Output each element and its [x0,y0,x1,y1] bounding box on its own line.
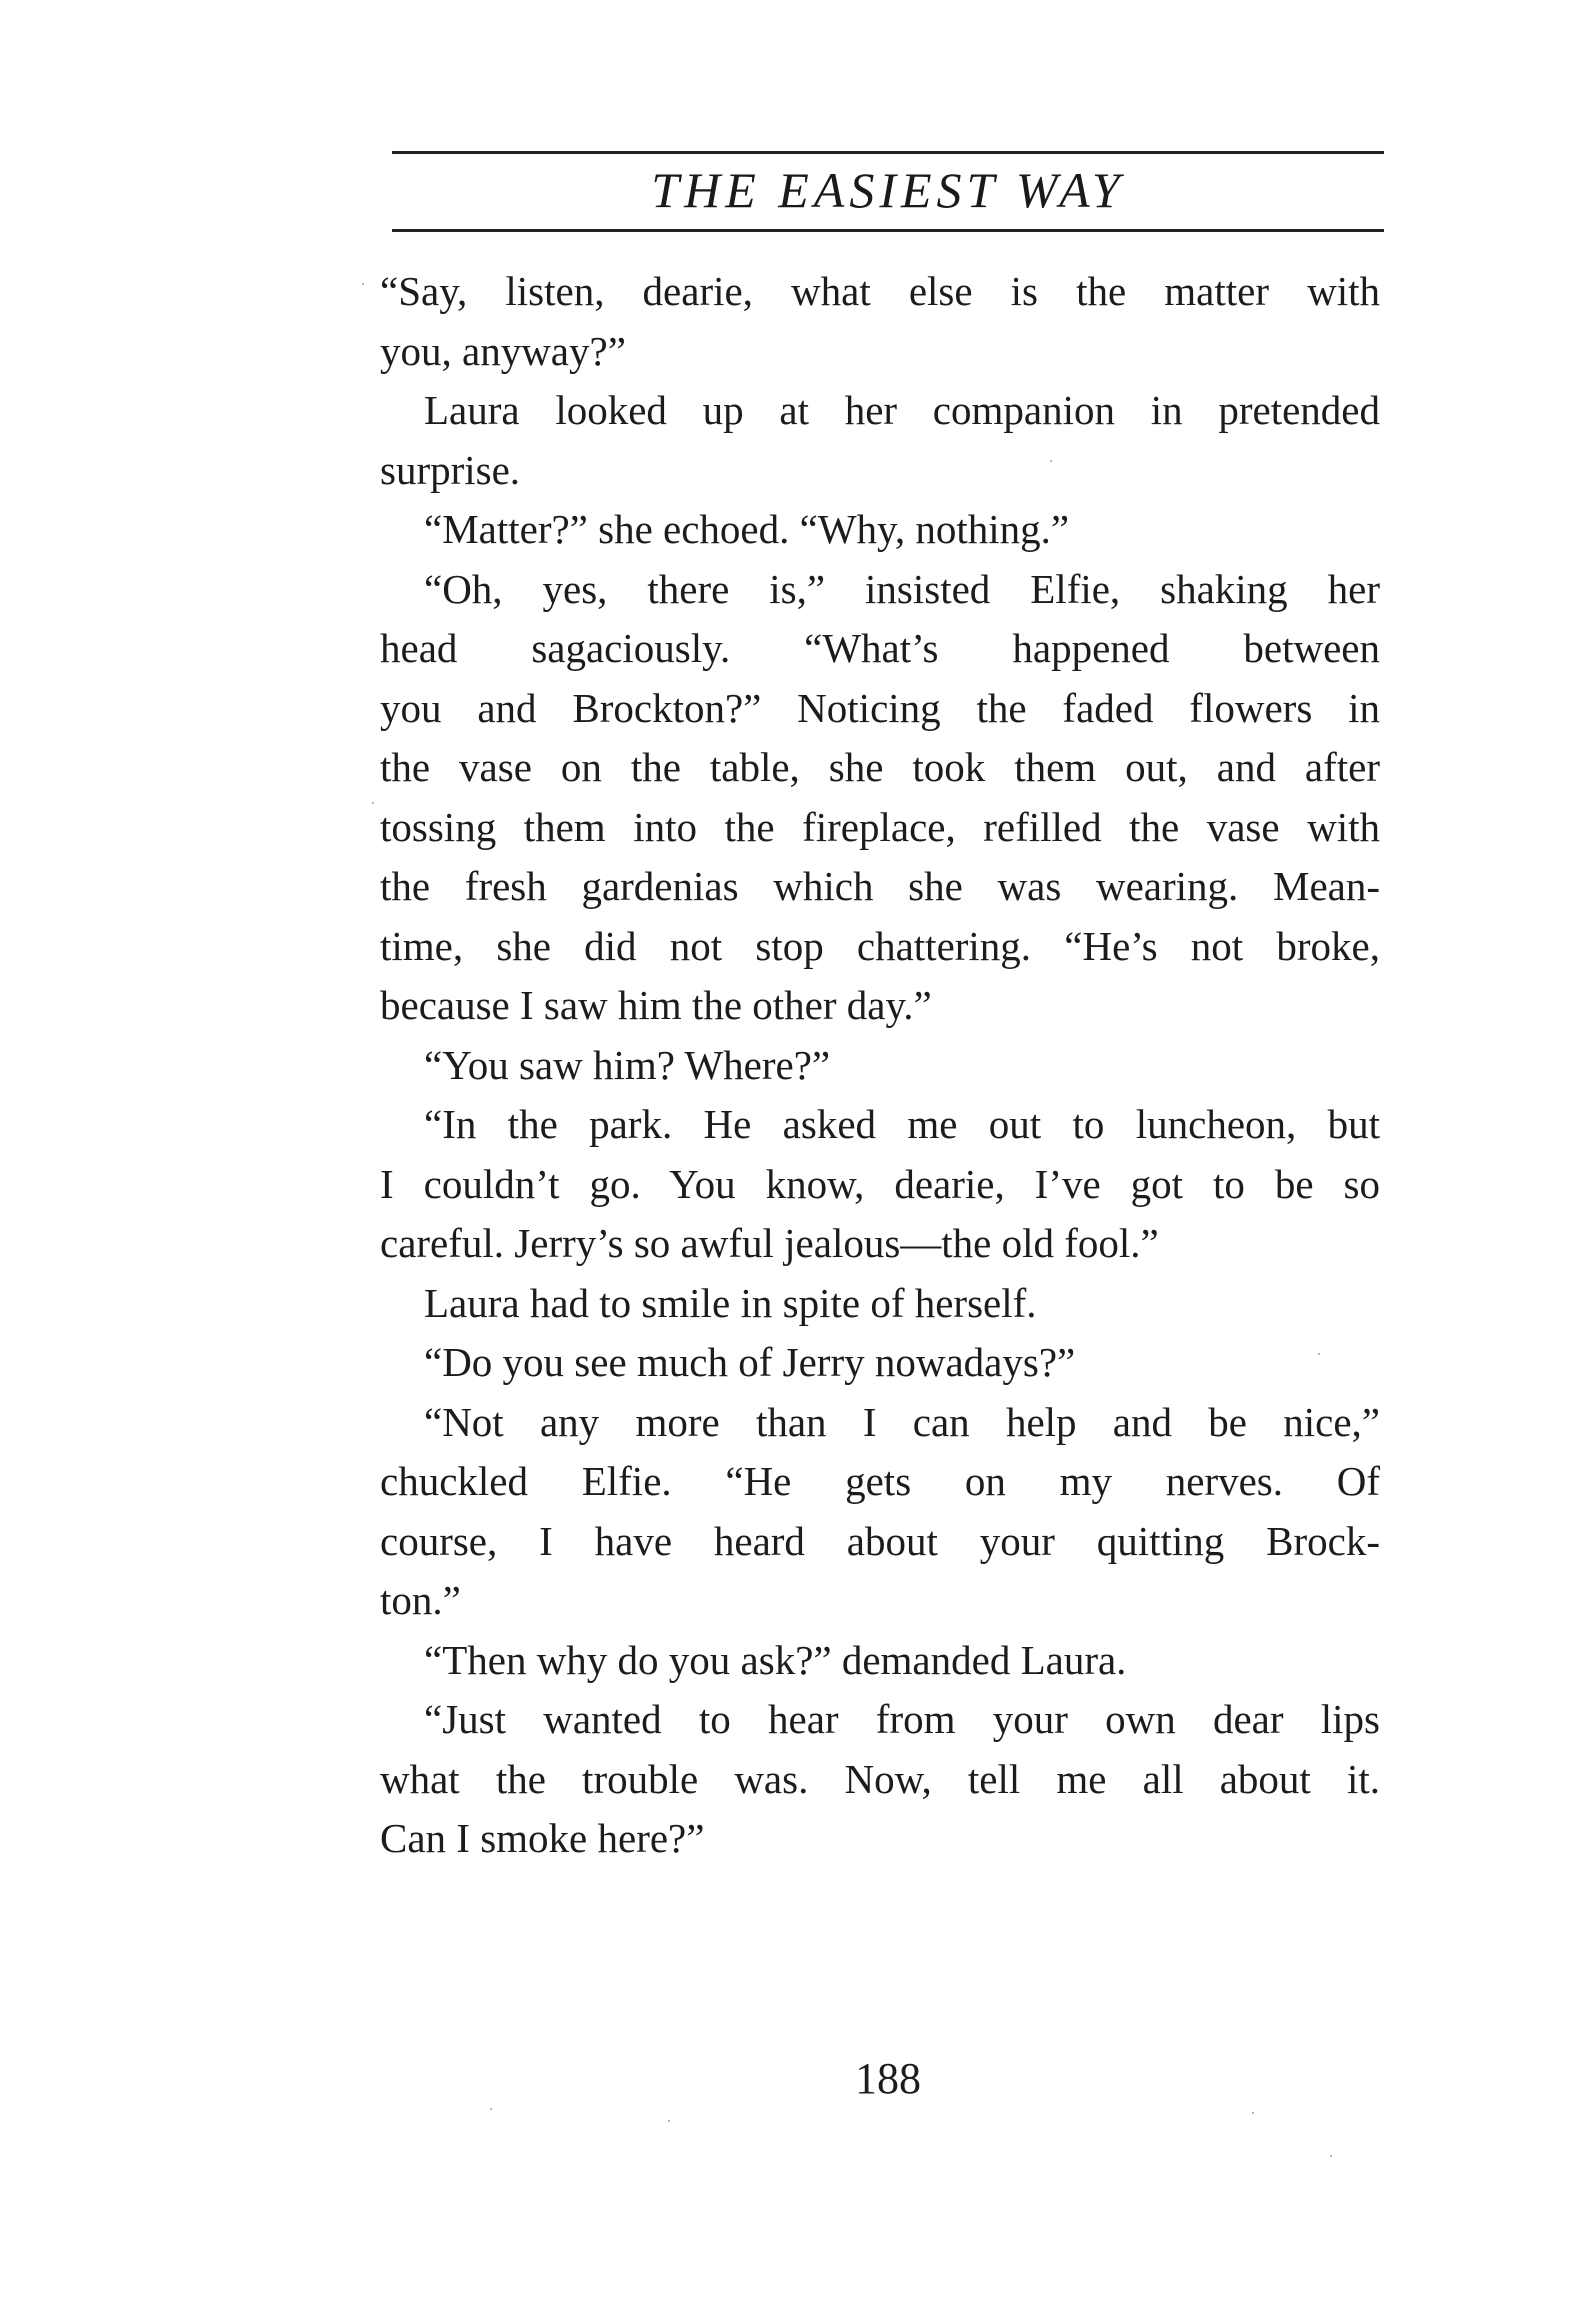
text-line: Can I smoke here?” [380,1815,705,1861]
header-rule-top [392,151,1384,154]
paper-speck [1252,2112,1254,2114]
paragraph [380,560,1380,1036]
paragraph [380,262,1380,381]
paragraph [380,1333,1380,1393]
text-line: Laura had to smile in spite of herself. [424,1279,1037,1326]
text-line: “Matter?” she echoed. “Why, nothing.” [424,506,1070,552]
text-line: I couldn’t go. You know, dearie, I’ve got to be so [380,1160,1380,1207]
text-line: what the trouble was. Now, tell me all about it. [380,1755,1380,1802]
paragraph [380,381,1380,500]
text-line: “In the park. He asked me out to luncheon, but [424,1101,1380,1147]
text-line: head sagaciously. “What’s happened between [380,625,1380,671]
body-text [380,262,1380,1869]
text-line: “You saw him? Where?” [424,1041,831,1088]
paper-speck [668,2120,670,2122]
paragraph [380,1690,1380,1869]
text-line: “Not any more than I can help and be nice,” [424,1398,1380,1445]
text-line: surprise. [380,446,521,493]
paper-speck [1330,2155,1332,2157]
text-line: “Do you see much of Jerry nowadays?” [424,1339,1076,1385]
text-line: ton.” [380,1577,461,1623]
paper-speck [372,802,374,804]
text-line: course, I have heard about your quitting Brock- [380,1517,1380,1564]
text-line: “Oh, yes, there is,” insisted Elfie, shaking her [424,565,1380,612]
header-rule-bottom [392,229,1384,232]
text-line: because I saw him the other day.” [380,982,932,1028]
text-line: chuckled Elfie. “He gets on my nerves. Of [380,1458,1380,1504]
text-line: you and Brockton?” Noticing the faded flowers in [380,684,1380,731]
text-line: Laura looked up at her companion in pretended [424,387,1380,433]
paragraph [380,1631,1380,1691]
paper-speck [362,283,364,285]
text-line: “Say, listen, dearie, what else is the matter with [380,268,1380,314]
paragraph [380,1393,1380,1631]
text-line: “Just wanted to hear from your own dear lips [424,1696,1380,1742]
paragraph [380,1036,1380,1096]
text-line: careful. Jerry’s so awful jealous—the old fool.” [380,1220,1159,1266]
text-line: the vase on the table, she took them out, and after [380,744,1380,790]
paper-speck [1318,1353,1320,1355]
paragraph [380,500,1380,560]
text-line: you, anyway?” [380,327,626,374]
page-number: 188 [855,2054,921,2103]
running-head: THE EASIEST WAY [651,162,1125,218]
paragraph [380,1095,1380,1274]
text-line: the fresh gardenias which she was wearing. Mean- [380,863,1380,909]
paper-speck [1050,460,1052,462]
paragraph [380,1274,1380,1334]
text-line: time, she did not stop chattering. “He’s not broke, [380,922,1380,969]
text-line: tossing them into the fireplace, refilled the vase with [380,803,1380,850]
paper-speck [490,2108,492,2110]
text-line: “Then why do you ask?” demanded Laura. [424,1636,1127,1683]
